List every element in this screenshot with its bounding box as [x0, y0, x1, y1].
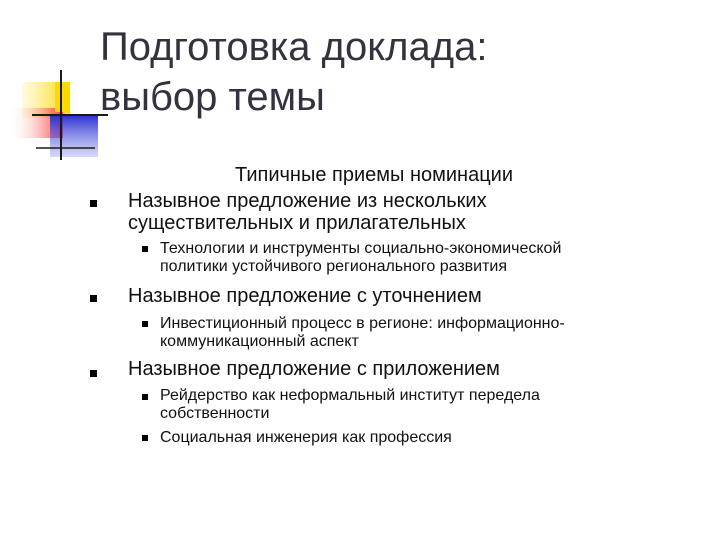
sub-bullet-item-line: Инвестиционный процесс в регионе: информационно-: [160, 315, 565, 332]
sub-bullet-item: [160, 387, 540, 423]
sub-bullet-item: [160, 240, 561, 276]
sub-bullet-item-line: политики устойчивого регионального развития: [160, 258, 508, 275]
sub-bullet-item-line: Рейдерство как неформальный институт передела: [160, 387, 540, 404]
slide-title-line2: выбор темы: [100, 75, 325, 119]
sub-bullet-item: [160, 315, 565, 351]
bullet-item: [128, 190, 487, 234]
bullet-item-line: Назывное предложение с уточнением: [128, 285, 482, 307]
sub-bullet-item-line: Социальная инженерия как профессия: [160, 429, 452, 446]
bullet-item-line: существительных и прилагательных: [128, 212, 466, 234]
bullet-item-line: Назывное предложение из нескольких: [128, 190, 487, 212]
slide-title: [100, 22, 700, 122]
sub-bullet-item-line: собственности: [160, 405, 270, 422]
slide-title-line1: Подготовка доклада:: [100, 25, 488, 69]
bullet-item: [128, 358, 500, 380]
bullet-square-icon: [90, 370, 97, 377]
sub-bullet-square-icon: [142, 246, 148, 252]
bullet-square-icon: [90, 200, 97, 207]
sub-bullet-item-line: коммуникационный аспект: [160, 333, 359, 350]
bullet-item: [128, 285, 482, 307]
sub-bullet-square-icon: [142, 321, 148, 327]
bullet-square-icon: [90, 295, 97, 302]
sub-bullet-item-line: Технологии и инструменты социально-экономической: [160, 240, 562, 257]
sub-bullet-square-icon: [142, 435, 148, 441]
sub-bullet-square-icon: [142, 394, 148, 400]
slide-subtitle: Типичные приемы номинации: [235, 164, 514, 186]
bullet-item-line: Назывное предложение с приложением: [128, 358, 500, 380]
sub-bullet-item: [160, 429, 452, 447]
